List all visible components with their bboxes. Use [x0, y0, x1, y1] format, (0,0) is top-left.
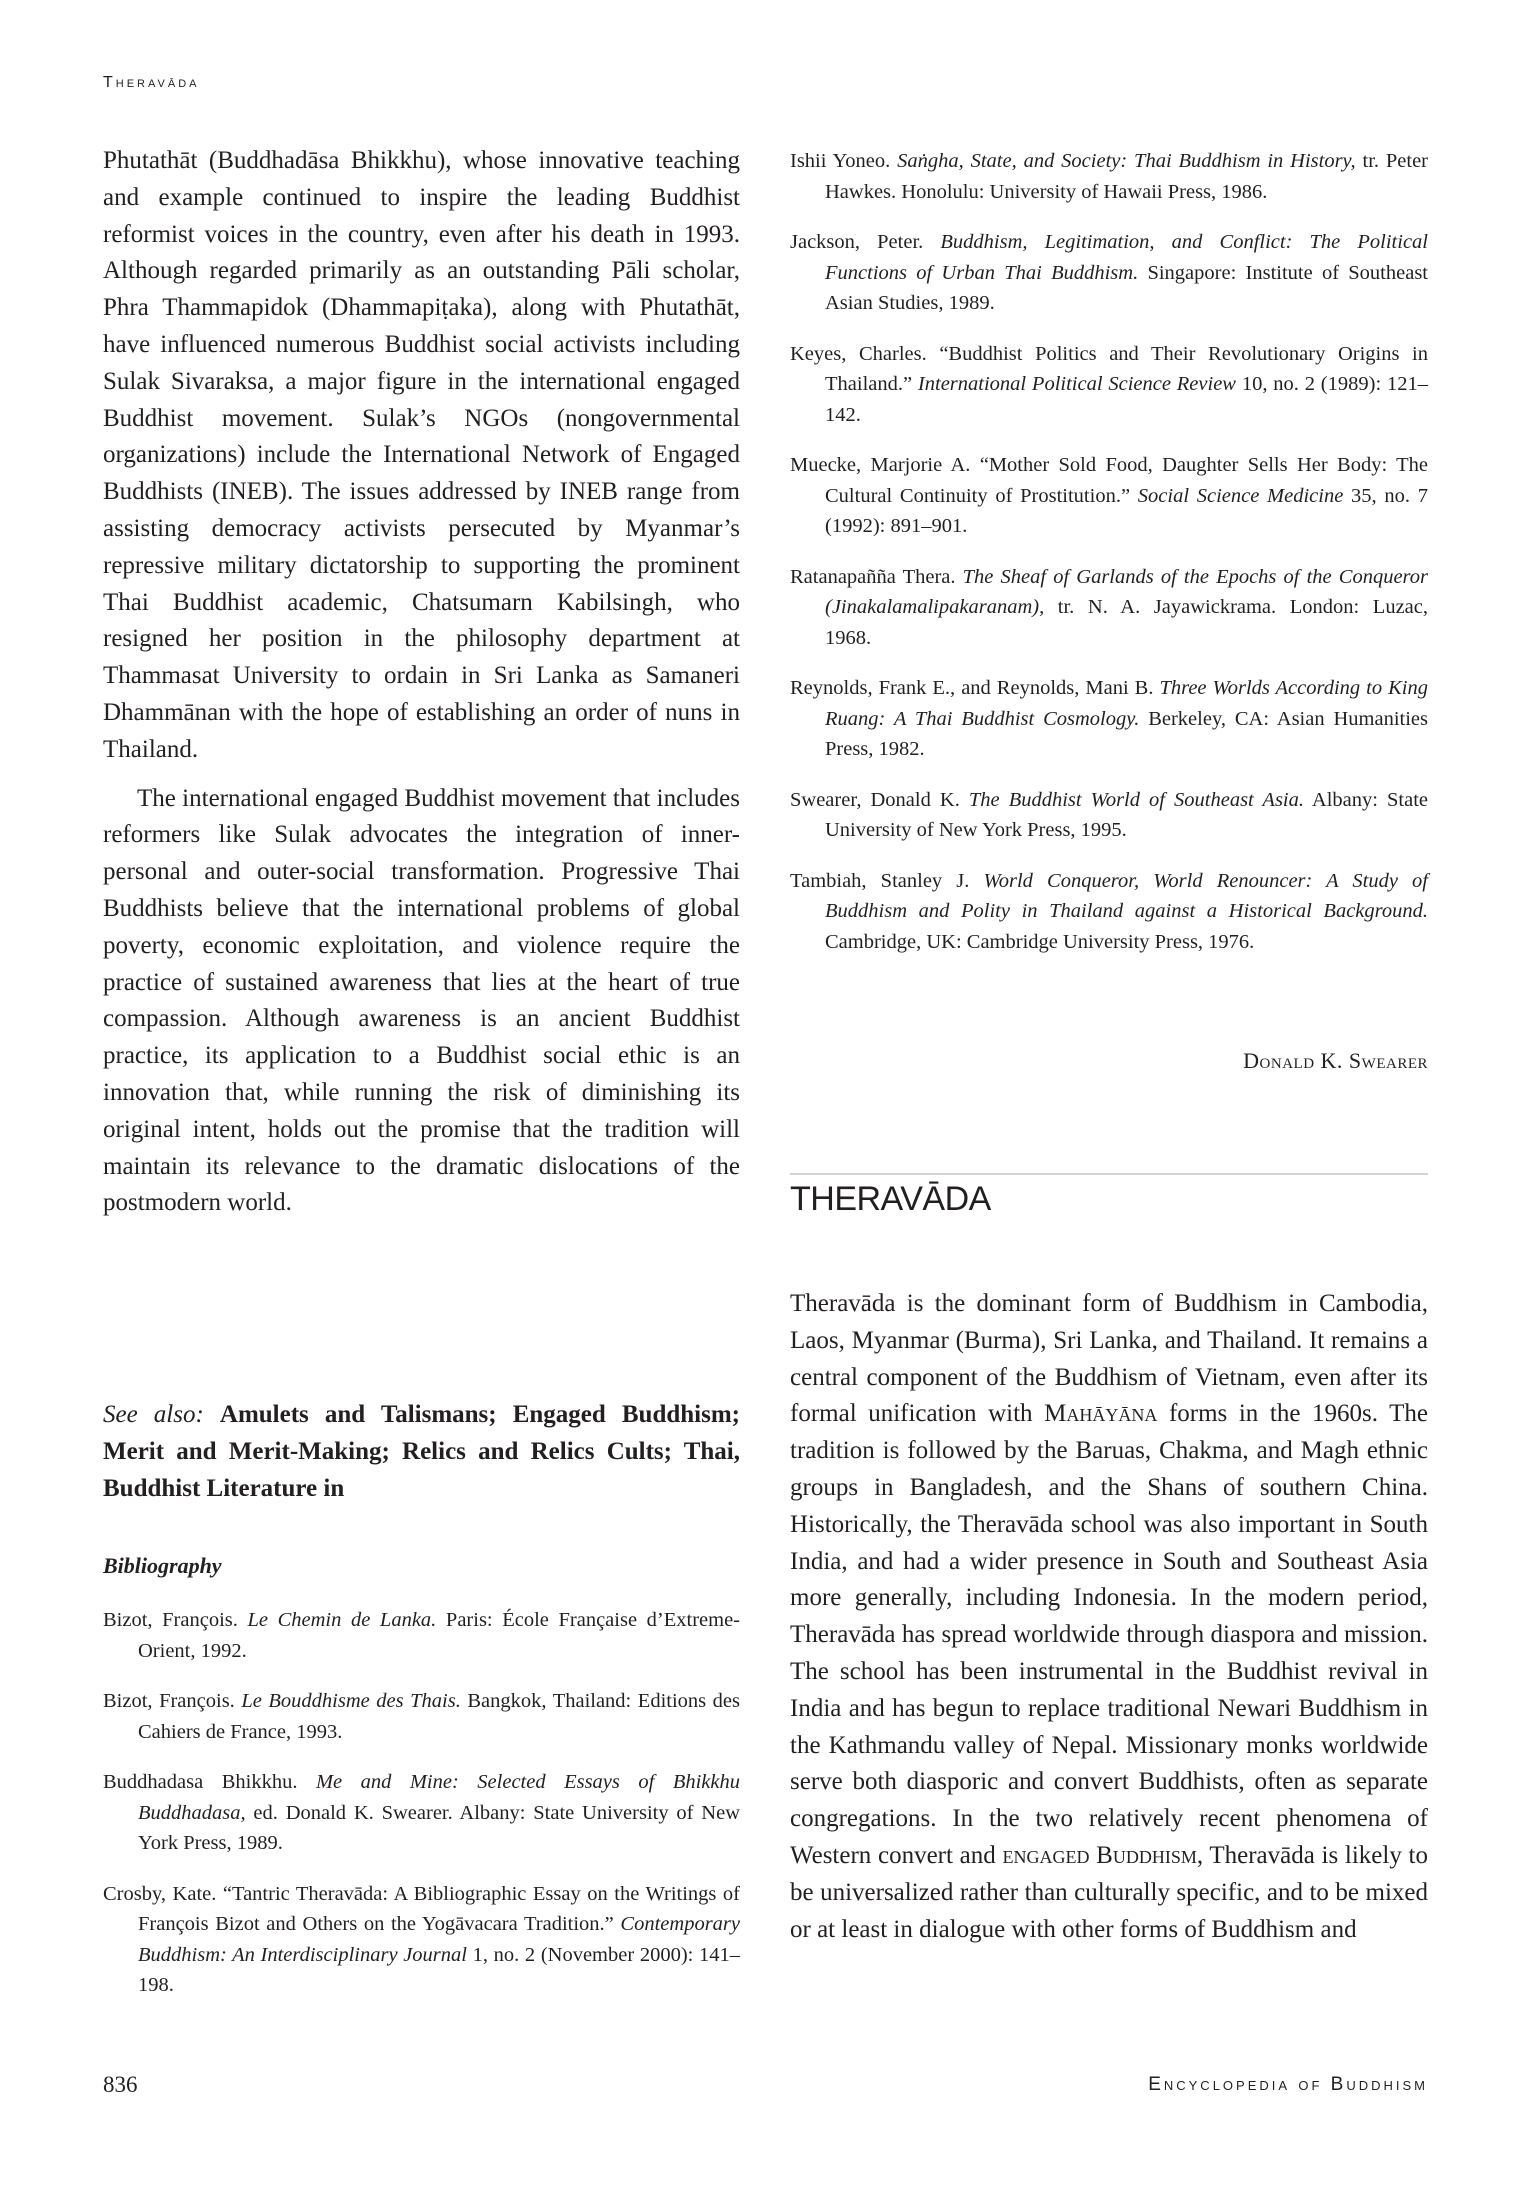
- text-run: Ishii Yoneo.: [790, 150, 898, 172]
- italic-text: The Sheaf of Garlands of the Epochs of the Conqueror (Jinakalamalipakaranam),: [825, 565, 1428, 618]
- text-run: Berkeley, CA: Asian Humanities Press, 1982.: [825, 707, 1428, 760]
- italic-text: World Conqueror, World Renouncer: A Study of Buddhism and Polity in Thailand against a Historical Background.: [825, 869, 1428, 922]
- bibliography-entry: [790, 450, 1428, 542]
- italic-text: Buddhism, Legitimation, and Conflict: The Political Functions of Urban Thai Buddhism.: [825, 231, 1428, 284]
- author-signature: Donald K. Swearer: [1243, 1048, 1428, 1073]
- bibliography-entry: [790, 562, 1428, 654]
- bibliography-entry: [103, 1686, 740, 1747]
- bibliography-list-right: [790, 146, 1428, 977]
- bibliography-entry: [790, 227, 1428, 319]
- text-run: Albany: State University of New York Press, 1995.: [825, 788, 1428, 841]
- text-run: tr. N. A. Jayawickrama. London: Luzac, 1968.: [825, 596, 1428, 649]
- text-run: Crosby, Kate. “Tantric Theravāda: A Bibliographic Essay on the Writings of François Bizot and Others on the Yogāvacara Tradition.”: [103, 1882, 740, 1935]
- text-run: Muecke, Marjorie A. “Mother Sold Food, Daughter Sells Her Body: The Cultural Continuity of Prostitution.”: [790, 454, 1428, 507]
- italic-text: The Buddhist World of Southeast Asia.: [968, 788, 1304, 811]
- paragraph: [103, 143, 740, 769]
- text-run: Paris: École Française d’Extreme-Orient, 1992.: [138, 1609, 740, 1662]
- see-also: [103, 1396, 740, 1507]
- text-run: Tambiah, Stanley J.: [790, 869, 984, 892]
- bibliography-entry: [790, 146, 1428, 207]
- text-run: Swearer, Donald K.: [790, 788, 969, 811]
- italic-text: Three Worlds According to King Ruang: A Thai Buddhist Cosmology.: [825, 677, 1428, 730]
- italic-text: Le Chemin de Lanka.: [247, 1609, 437, 1631]
- text-run: Ratanapañña Thera.: [790, 565, 963, 588]
- cross-reference: Mahāyāna: [1044, 1400, 1158, 1428]
- bibliography-entry: [790, 866, 1428, 958]
- bibliography-list-left: [103, 1605, 740, 2021]
- text-run: ed. Donald K. Swearer. Albany: State University of New York Press, 1989.: [138, 1801, 740, 1854]
- text-run: forms in the 1960s. The tradition is followed by the Baruas, Chakma, and Magh ethnic groups in Bangladesh, and the Shans of southern China. Historically, the Theravāda school was also important in South India, and had a wider presence in South and Southeast Asia more generally, including Indonesia. In the modern period, Theravāda has spread worldwide through diaspora and mission. The school has been instrumental in the Buddhist revival in India and has begun to replace traditional Newari Buddhism in the Kathmandu valley of Nepal. Missionary monks worldwide serve both diasporic and convert Buddhists, often as separate congregations. In the two relatively recent phenomena of Western convert and: [790, 1400, 1428, 1869]
- italic-text: See also:: [103, 1401, 220, 1428]
- paragraph: [790, 1286, 1428, 1948]
- bibliography-entry: [103, 1767, 740, 1859]
- bold-link-text: Amulets and Talismans; Engaged Buddhism; Merit and Merit-Making; Relics and Relics Cults; Thai, Buddhist Literature in: [103, 1401, 740, 1502]
- italic-text: Saṅgha, State, and Society: Thai Buddhism in History,: [897, 150, 1356, 172]
- text-run: Bizot, François.: [103, 1690, 242, 1712]
- page-number: 836: [103, 2072, 138, 2097]
- section-divider: [790, 1173, 1428, 1175]
- text-run: Singapore: Institute of Southeast Asian Studies, 1989.: [825, 261, 1428, 314]
- bibliography-entry: [103, 1605, 740, 1666]
- bibliography-heading: Bibliography: [103, 1553, 222, 1578]
- text-run: The international engaged Buddhist movement that includes reformers like Sulak advocates the integration of inner-personal and outer-social transformation. Progressive Thai Buddhists believe that the international problems of global poverty, economic exploitation, and violence require the practice of sustained awareness that lies at the heart of true compassion. Although awareness is an ancient Buddhist practice, its application to a Buddhist social ethic is an innovation that, while running the risk of diminishing its original intent, holds out the promise that the tradition will maintain its relevance to the dramatic dislocations of the postmodern world.: [103, 784, 740, 1217]
- text-run: 1, no. 2 (November 2000): 141–198.: [138, 1943, 741, 1996]
- italic-text: Le Bouddhisme des Thais.: [241, 1690, 461, 1712]
- bibliography-entry: [790, 673, 1428, 765]
- article-body-text: [790, 1286, 1428, 1948]
- italic-text: Me and Mine: Selected Essays of Bhikkhu Buddhadasa,: [138, 1771, 740, 1824]
- text-run: Buddhadasa Bhikkhu.: [103, 1771, 316, 1793]
- text-run: Phutathāt (Buddhadāsa Bhikkhu), whose innovative teaching and example continued to inspire the leading Buddhist reformist voices in the country, even after his death in 1993. Although regarded primarily as an outstanding Pāli scholar, Phra Thammapidok (Dhammapiṭaka), along with Phutathāt, have influenced numerous Buddhist social activists including Sulak Sivaraksa, a major figure in the international engaged Buddhist movement. Sulak’s NGOs (nongovernmental organizations) include the International Network of Engaged Buddhists (INEB). The issues addressed by INEB range from assisting democracy activists persecuted by Myanmar’s repressive military dictatorship to supporting the prominent Thai Buddhist academic, Chatsumarn Kabilsingh, who resigned her position in the philosophy department at Thammasat University to ordain in Sri Lanka as Samaneri Dhammānan with the hope of establishing an order of nuns in Thailand.: [103, 147, 740, 763]
- text-run: 35, no. 7 (1992): 891–901.: [825, 484, 1429, 537]
- text-run: 10, no. 2 (1989): 121–142.: [825, 373, 1428, 426]
- bibliography-entry: [790, 339, 1428, 431]
- bibliography-entry: [790, 785, 1428, 846]
- text-run: Bangkok, Thailand: Editions des Cahiers de France, 1993.: [138, 1690, 741, 1743]
- cross-reference: engaged Buddhism: [1002, 1841, 1197, 1869]
- bibliography-entry: [103, 1879, 740, 2001]
- text-run: Cambridge, UK: Cambridge University Press, 1976.: [825, 930, 1255, 953]
- text-run: , Theravāda is likely to be universalized rather than culturally specific, and to be mixed or at least in dialogue with other forms of Buddhism and: [790, 1841, 1428, 1943]
- article-heading: THERAVĀDA: [790, 1180, 991, 1218]
- left-body-text: [103, 143, 740, 1222]
- paragraph: [103, 781, 740, 1223]
- italic-text: International Political Science Review: [917, 373, 1236, 395]
- running-head: Theravāda: [103, 74, 200, 91]
- italic-text: Social Science Medicine: [1137, 484, 1344, 507]
- text-run: Jackson, Peter.: [790, 231, 941, 253]
- text-run: Bizot, François.: [103, 1609, 248, 1631]
- text-run: Reynolds, Frank E., and Reynolds, Mani B.: [790, 677, 1160, 699]
- italic-text: Contemporary Buddhism: An Interdisciplinary Journal: [138, 1913, 740, 1966]
- text-run: Keyes, Charles. “Buddhist Politics and Their Revolutionary Origins in Thailand.”: [790, 342, 1428, 395]
- text-run: Theravāda is the dominant form of Buddhism in Cambodia, Laos, Myanmar (Burma), Sri Lanka, and Thailand. It remains a central component of the Buddhism of Vietnam, even after its formal unification with: [790, 1290, 1428, 1428]
- text-run: tr. Peter Hawkes. Honolulu: University of Hawaii Press, 1986.: [825, 150, 1429, 203]
- book-title: Encyclopedia of Buddhism: [1148, 2074, 1428, 2095]
